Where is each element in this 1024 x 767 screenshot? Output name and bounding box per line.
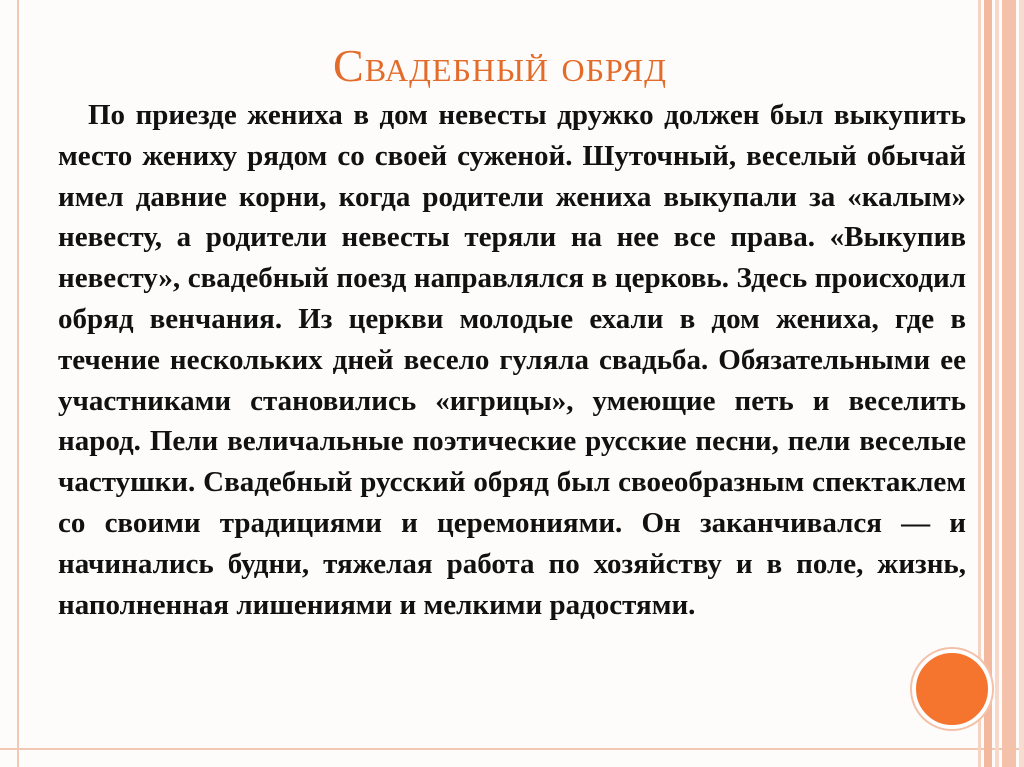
- decorative-circle: [912, 649, 992, 729]
- decorative-stripe: [1019, 0, 1024, 767]
- decorative-border-left: [17, 0, 19, 767]
- slide-title: Свадебный обряд: [333, 40, 667, 91]
- slide-body-text: По приезде жениха в дом невесты дружко должен был выкупить место жениху рядом со своей суженой. Шуточный, веселый обычай имел давние корни, когда родители жениха выкупали за «калым» невесту, а родители невесты теряли на нее все права. «Выкупив невесту», свадебный поезд направлялся в церковь. Здесь происходил обряд венчания. Из церкви молодые ехали в дом жениха, где в течение нескольких дней весело гуляла свадьба. Обязательными ее участниками становились «игрицы», умеющие петь и веселить народ. Пели величальные поэтические русские песни, пели веселые частушки. Свадебный русский обряд был своеобразным спектаклем со своими традициями и церемониями. Он заканчивался — и начинались будни, тяжелая работа по хозяйству и в поле, жизнь, наполненная лишениями и мелкими радостями.: [58, 99, 966, 621]
- decorative-stripe: [995, 0, 999, 767]
- decorative-stripe: [1002, 0, 1016, 767]
- decorative-border-bottom: [0, 748, 1024, 750]
- decorative-stripe: [978, 0, 981, 767]
- decorative-stripe: [984, 0, 992, 767]
